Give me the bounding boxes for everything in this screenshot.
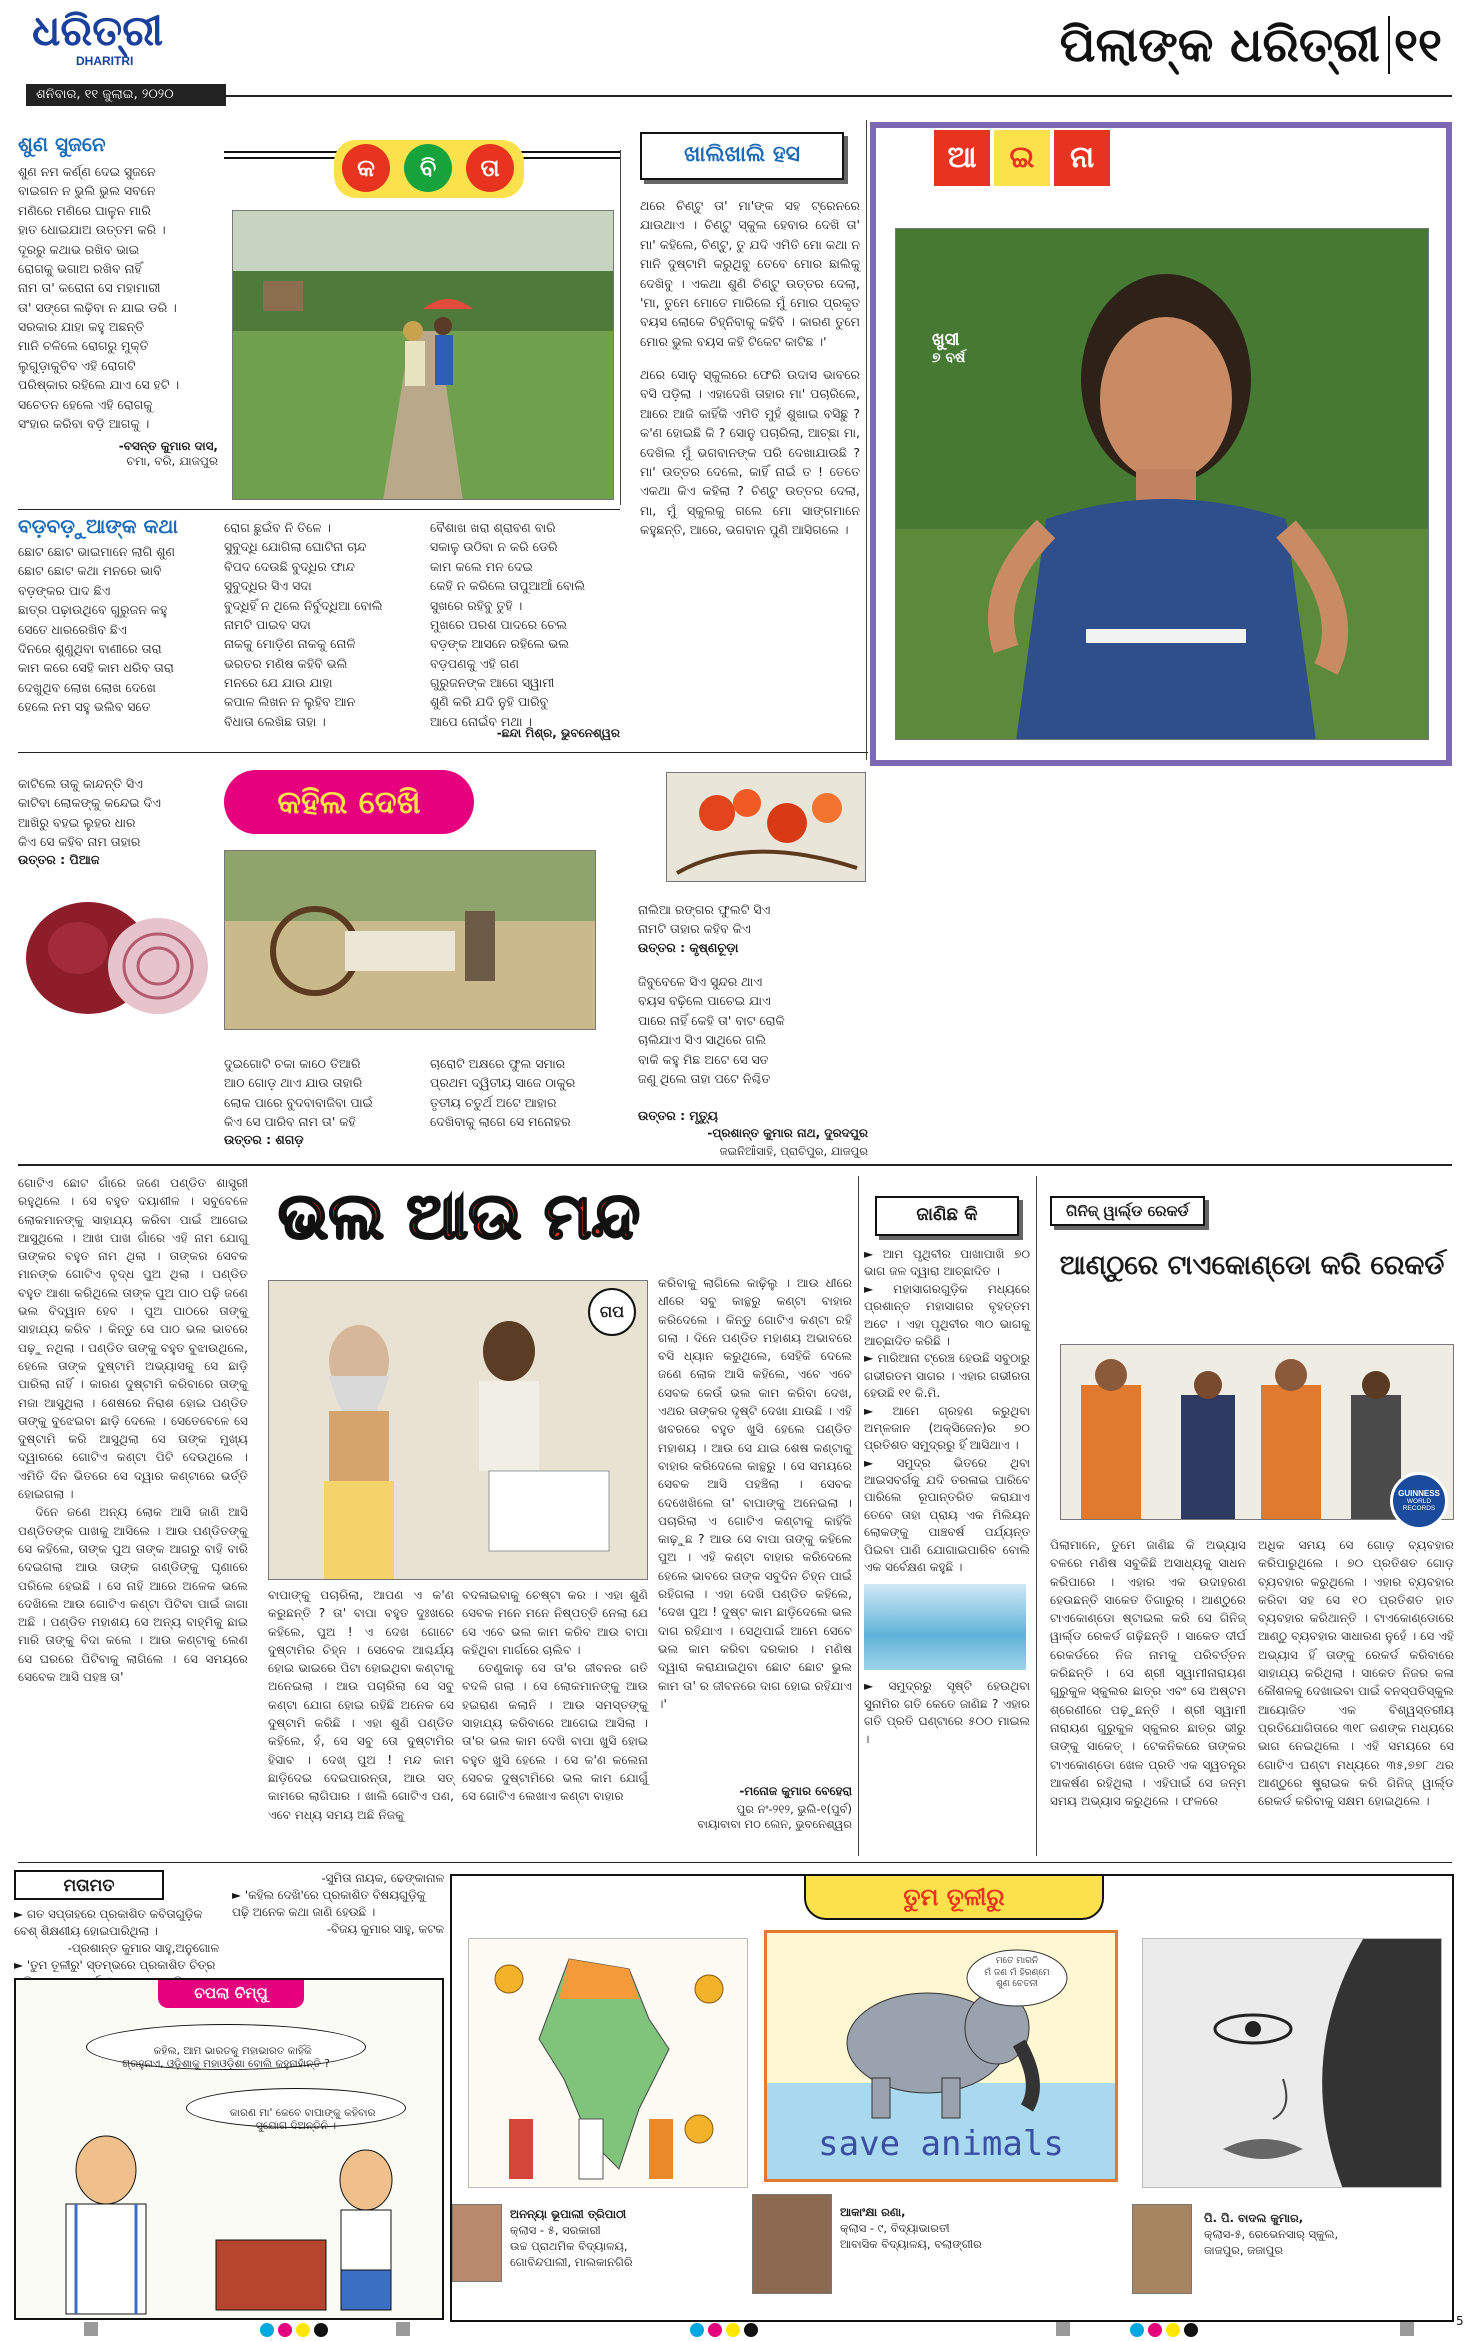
tuli-section (450, 1874, 1454, 2322)
khali-joke-2: ଥରେ ସୋନୁ ସ୍କୁଲରେ ଫେରି ଉଦାସ ଭାବରେ ବସି ପଡ଼ିଲା । ଏହାଦେଖି ତାହାର ମା' ପଚାରିଲେ, ଆରେ ଆଜି କାହିଁକି ଏମିତି ମୁହଁ ଶୁଖାଇ ବସିଛୁ ? କ'ଣ ହୋଇଛି କି ? ସୋନୁ ପଚାରିଲା, ଆଚ୍ଛା ମା, ଦେଖିଲ ମୁଁ ଭଗବାନଙ୍କ ପରି ଦେଖାଯାଉଛି ? ମା' ଉତ୍ତର ଦେଲେ, କାହିଁ ନାଇଁ ତ ! ତେତେ ଏକଥା କିଏ କହିଲା ? ଚିଣ୍ଟୁ ଉତ୍ତର ଦେଲା, ମା, ମୁଁ ସ୍କୁଲକୁ ଗଲେ ମୋ ସାଙ୍ଗମାନେ କହୁଛନ୍ତି, ଆରେ, ଭଗବାନ ପୁଣି ଆସିଗଲେ । (640, 367, 864, 537)
tuli-title (804, 1874, 1104, 1920)
dot-cyan-3 (1130, 2323, 1144, 2337)
artist-1-photo (452, 2204, 502, 2282)
artist-3-photo (1132, 2204, 1192, 2294)
janichha-section (864, 1196, 1034, 1856)
dot-yellow-3 (1166, 2323, 1180, 2337)
matamata-item-1: ► ଗତ ସପ୍ତାହରେ ପ୍ରକାଶିତ କବିତାଗୁଡ଼ିକ ବେଶ୍ ଶିକ୍ଷଣୀୟ ହୋଇପାରିଥିଲା । (14, 1907, 203, 1939)
dot-magenta-1 (278, 2323, 292, 2337)
aina-letter-1: ଆ (934, 130, 990, 186)
poem-1-author-place: ଚମା, ବରି, ଯାଜପୁର (126, 454, 218, 469)
story-col-2: ବାପାଙ୍କୁ ପଚାରିଲା, ଆପଣ ଏ କ'ଣ କରୁଛନ୍ତି ? ତା' ବାପା ବହୁତ ଦୁଃଖରେ କହିଲେ, ପୁଅ ! ଏ ଦେଖ ଗୋଟେ ଦୁଷ୍ଟାମିର ଚିହ୍ନ । ସେବେକ ଆଶ୍ଚର୍ଯ୍ୟ ହୋଇ ଭାଇରେ ପିଟା ହୋଇଥିବା କଣ୍ଟାକୁ ଅନେଇଲା । ଆଉ ପଚାରିଲା ସେ ସବୁ କଣ୍ଟା ଯୋଗ ହୋଇ ରହିଛି ଅନେକ ସେ ଦୁଷ୍ଟାମି କରିଛି । ଏହା ଶୁଣି ପଣ୍ଡିତ କହିଲେ, ହଁ, ସେ ସବୁ ତୋ ଦୁଷ୍ଟାମିର ହିସାବ । ଦେଖ୍ ପୁଅ ! ମନ୍ଦ କାମ ଛାଡ଼ିଦେଇ ଦେଇପାରନ୍ତା, ଆଉ ସତ୍ କାମରେ ଲାଗିପାର । ଖାଲି ଗୋଟିଏ ପଣ, ଏବେ ମଧ୍ୟ ସମୟ ଅଛି ନିଜକୁ (268, 1588, 458, 1822)
poem-2-col-1: ଛୋଟ ଛୋଟ ଭାଇମାନେ ଲାଗି ଶୁଣ ଛୋଟ ଛୋଟ କଥା ମନରେ ଭାବି ବଡ଼ଙ୍କର ପାଦ ଛିଏ ଛାତ୍ର ପଢ଼ାଉଥିବେ ଗୁରୁଜନ କହୁ ସେତେ ଧାରରେଖିବ ଛିଏ ଦିନରେ ଶୁଣୁଥିବା ବାଣୀରେ ତାରା କାମ କରେ ସେହି କାମ ଧରିବ ତାରା ଦେଖୁଥିବ ଲୋଖ ଲୋଖ ଦେଖେ ହେଲେ ନମ ସହୁ ଭଲିବ ସତେ (18, 544, 175, 714)
aina-age: ୭ ବର୍ଷ (932, 350, 966, 366)
flower-photo (666, 772, 866, 882)
story-right-rule (858, 1176, 859, 1856)
matamata-item-2-text: 'ତୁମ ତୂଳୀରୁ' ସ୍ତମ୍ଭରେ ପ୍ରକାଶିତ ଚିତ୍ର (26, 1958, 216, 1973)
story-heading: ଭଲ ଆଉ ମନ୍ଦ (278, 1180, 641, 1254)
poem-2 (18, 514, 620, 752)
riddle-1-text: କାଟିଲେ ତାକୁ କାନ୍ଦନ୍ତି ସିଏ କାଟିବା ଲୋକଙ୍କୁ କନ୍ଦେଇ ଦିଏ ଆଖିରୁ ବହଇ ଲୁହର ଧାର କିଏ ସେ କହିବ ନାମ ତାହାର (18, 776, 161, 850)
artist-2-detail: କ୍ଲାସ - ୯, ବିଦ୍ୟାଭାରତୀ ଆବାସିକ ବିଦ୍ୟାଳୟ, ବଲାଙ୍ଗୀର (840, 2221, 982, 2252)
poem-2-col-2: ରୋଗ ଛୁଇଁବ ନି ତିଳେ । ସୁବୁଦ୍ଧି ଯୋଗିଲା ଘୋଟିନା ଚାନ୍ଦ ବିପଦ ଦେଉଛି ବୁଦ୍ଧିର ଫାନ୍ଦ ସୁବୁଦ୍ଧିର ସିଏ ସଦା ବୁଦ୍ଧିହିଁ ନ ଥିଲେ ନିର୍ବୁଦ୍ଧିଆ ବୋଲି ନାମଟି ପାଇବ ସଦା ନାକକୁ ମୋଡ଼ିଣ ନାକକୁ ନୋଳି ଭରତର ମଣିଷ କହିବି ଭଲି ମନରେ ଯେ ଯାଉ ଯାହା କପାଳ ଲିଖନ ନ ଲୁହିବ ଆନ ବିଧାତା ଲେଖିଛ ତାହା । (224, 520, 383, 729)
janichha-item-6: ► ସମୁଦ୍ରରୁ ସୃଷ୍ଟି ହେଉଥିବା ସୁନାମିର ଗତି କେତେ ଜାଣିଛ ? ଏହାର ଗତି ପ୍ରତି ଘଣ୍ଟାରେ ୫୦୦ ମାଇଲ । (864, 1679, 1034, 1746)
matamata-heading-box (14, 1870, 164, 1900)
color-dots-2 (690, 2322, 770, 2338)
page-title-divider (1388, 16, 1390, 74)
kabita-photo (232, 210, 614, 500)
cartoon-title (158, 1978, 304, 2008)
dot-black-1 (314, 2323, 328, 2337)
tuli-heading: ତୁମ ତୂଳୀରୁ (903, 1883, 1005, 1911)
matamata-item-3-text: 'କହିଲ ଦେଖି'ରେ ପ୍ରକାଶିତ ବିଷୟଗୁଡ଼ିକୁ ପଢ଼ି ଅନେକ କଥା ଜାଣି ହେଉଛି । (232, 1888, 426, 1920)
khali-heading: ଖାଲିଖାଲି ହସ (683, 142, 801, 167)
janichha-item-4-text: ଆମେ ଗ୍ରହଣ କରୁଥିବା ଅମ୍ଳଜାନ (ଅକ୍ସିଜେନ)ର ୭୦ ପ୍ରତିଶତ ସମୁଦ୍ରରୁ ହିଁ ଆସିଥାଏ । (864, 1403, 1034, 1453)
artist-1-detail: କ୍ଲାସ - ୫, ସରକାରୀ ଉଚ୍ଚ ପ୍ରାଥମିକ ବିଦ୍ୟାଳୟ, ଗୋବିନ୍ଦପାଲୀ, ମାଲକାନଗିରି (510, 2223, 633, 2270)
janichha-item-5-text: ସମୁଦ୍ର ଭିତରେ ଥିବା ଆଇସବର୍ଗକୁ ଯଦି ତରଳାଇ ପାରିବେ ପାରିଲେ ରୂପାନ୍ତରିତ କରାଯାଏ ତେବେ ତାହା ପ୍ରାୟ ଏକ ମିଲିୟନ ଲୋକଙ୍କୁ ପାଞ୍ଚବର୍ଷ ପର୍ଯ୍ୟନ୍ତ ପିଇବା ପାଣି ଯୋଗାଇପାରିବ ବୋଲି ଏକ ସର୍ବେକ୍ଷଣ କହୁଛି । (864, 1455, 1034, 1575)
riddle-2-text: ନାଲିଆ ରଙ୍ଗର ଫୁଲଟି ସିଏ ନାମଟି ତାହାର କହିବ କିଏ (638, 902, 771, 937)
kabita-letter-2: ବି (404, 144, 452, 192)
janichha-heading: ଜାଣିଛ କି (916, 1204, 978, 1225)
janichha-item-4: ► ଆମେ ଗ୍ରହଣ କରୁଥିବା ଅମ୍ଳଜାନ (ଅକ୍ସିଜେନ)ର ୭୦ ପ୍ରତିଶତ ସମୁଦ୍ରରୁ ହିଁ ଆସିଥାଏ । (864, 1403, 1034, 1453)
guinness-tag-box (1050, 1196, 1205, 1226)
janichha-item-5: ► ସମୁଦ୍ର ଭିତରେ ଥିବା ଆଇସବର୍ଗକୁ ଯଦି ତରଳାଇ ପାରିବେ ପାରିଲେ ରୂପାନ୍ତରିତ କରାଯାଏ ତେବେ ତାହା ପ୍ରାୟ ଏକ ମିଲିୟନ ଲୋକଙ୍କୁ ପାଞ୍ଚବର୍ଷ ପର୍ଯ୍ୟନ୍ତ ପିଇବା ପାଣି ଯୋଗାଇପାରିବ ବୋଲି ଏକ ସର୍ବେକ୍ଷଣ କହୁଛି । (864, 1455, 1034, 1575)
grey-mark-2 (396, 2322, 410, 2336)
ocean-photo (864, 1584, 1026, 1670)
grey-mark-3 (1056, 2322, 1070, 2336)
upper-lower-divider (18, 1164, 1452, 1166)
matamata-item-3: ► 'କହିଲ ଦେଖି'ରେ ପ୍ରକାଶିତ ବିଷୟଗୁଡ଼ିକୁ ପଢ଼ି ଅନେକ କଥା ଜାଣି ହେଉଛି । (232, 1888, 426, 1920)
cartoon-bubble-1-text: କହିଲ, ଆମ ଭାରତକୁ ମହାଭାରତ କାହିଁକି ଗ୍ରହୁନାଏ, ଓଡ଼ିଶାକୁ ମହାଓଡ଼ିଶା ବୋଲି କହୁନାହାଁନ୍ତି ? (122, 2045, 330, 2070)
dot-black-2 (744, 2323, 758, 2337)
matamata-section (14, 1870, 444, 1980)
kabita-title (334, 140, 524, 198)
riddles-section (18, 760, 868, 1156)
guinness-col-2: ଅଧିକ ସମୟ ସେ ଗୋଡ଼ ବ୍ୟବହାର କରିପାରୁଥିଲେ । ୭୦ ପ୍ରତିଶତ ଗୋଡ଼ ବ୍ୟବହାର କରୁଥିଲେ । ଏହାର ବ୍ୟବହାର କରିବା ସହ ସେ ୧୦ ପ୍ରତିଶତ ହାତ ବ୍ୟବହାର କରିଥାନ୍ତି । ଟାଏକୋଣ୍ଡୋରେ ଆଣ୍ଠୁ ବ୍ୟବହାର ସାଧାରଣ ନୁହେଁ । ସେ ଏହି ଅଭ୍ୟାସ ହିଁ ତାଙ୍କୁ ରେକର୍ଡ କରିବାରେ ସାହାଯ୍ୟ କରିଥିଲା । ସାକେତ ନିଜର କଳା କୌଶଳକୁ ଦେଖାଇବା ପାଇଁ ବନସ୍ପତିସ୍କୁଲ ଆୟୋଜିତ ଏକ ବିଶ୍ୱସ୍ତରୀୟ ପ୍ରତିଯୋଗିତାରେ ୩୧୮ ଜଣଙ୍କ ମଧ୍ୟରେ ଭାଗ ନେଇଥିଲେ । ଏହି ସମୟରେ ସେ ଗୋଟିଏ ଘଣ୍ଟା ମଧ୍ୟରେ ୩୫,୭୭୮ ଥର ଆଣ୍ଠୁରେ ଷ୍ଟ୍ରାଇକ କରି ଗିନିଜ୍ ୱାର୍ଲ୍ଡ ରେକର୍ଡ କରିବାକୁ ସକ୍ଷମ ହୋଇଥିଲେ । (1258, 1538, 1458, 1809)
aina-photo (895, 228, 1429, 740)
guinness-headline: ଆଣ୍ଠୁରେ ଟାଏକୋଣ୍ଡୋ କରି ରେକର୍ଡ (1059, 1250, 1445, 1281)
date-bar (26, 84, 226, 106)
khali-right-rule (866, 120, 867, 760)
cartoon-section (14, 1978, 444, 2320)
mid-bottom-divider (18, 1862, 1452, 1863)
page-title-text: ପିଲାଙ୍କ ଧରିତ୍ରୀ (1059, 17, 1380, 73)
riddle-5-text: ଚାରୋଟି ଅକ୍ଷରେ ଫୁଲ ସମାର ପ୍ରଥମ ଦ୍ୱିତୀୟ ସାଜେ ଠାକୁର ତୃତୀୟ ଚତୁର୍ଥ ଅଟେ ଆହାର ଦେଖିବାକୁ ଲାଗେ ସେ ମନୋହର (430, 1056, 576, 1130)
artist-2-photo (752, 2194, 832, 2294)
poem-2-heading: ବଡ଼ବଡ଼ୁଆଙ୍କ କଥା (18, 514, 178, 538)
riddle-4-answer: ଉତ୍ତର : ଶଗଡ଼ (224, 1132, 304, 1147)
matamata-col-2 (232, 1870, 444, 1938)
register-marks (0, 2322, 1476, 2339)
guinness-seal (1390, 1472, 1448, 1530)
khali-joke-1: ଥରେ ଚିଣ୍ଟୁ ତା' ମା'ଙ୍କ ସହ ଟ୍ରେନରେ ଯାଉଥାଏ । ଚିଣ୍ଟୁ ସ୍କୁଲ ହେବାର ଦେଖି ତା' ମା' କହିଲେ, ଚିଣ୍ଟୁ, ତୁ ଯଦି ଏମିତି ମୋ କଥା ନ ମାନି ଦୁଷ୍ଟାମି କରୁଥିବୁ ତେବେ ମୋର ଛାଲିକୁ ଦେଖିବୁ । ଏକଥା ଶୁଣି ଚିଣ୍ଟୁ ଉତ୍ତର ଦେଲା, 'ମା, ତୁମେ ମୋତେ ମାରିଲେ ମୁଁ ମୋର ପ୍ରକୃତ ବୟସ ଲୋକେ ଚିହ୍ନିବାକୁ କହିବି । କାରଣ ତୁମେ ମୋର ଭୁଲ ବୟସ କହି ଟିକେଟ କାଟିଛ ।' (640, 198, 864, 349)
matamata-item-1-text: ଗତ ସପ୍ତାହରେ ପ୍ରକାଶିତ କବିତାଗୁଡ଼ିକ ବେଶ୍ ଶିକ୍ଷଣୀୟ ହୋଇପାରିଥିଲା । (14, 1907, 203, 1939)
guinness-tag: ଗିନିଜ୍ ୱାର୍ଲ୍ଡ ରେକର୍ଡ (1066, 1202, 1189, 1220)
page-title (1010, 10, 1380, 80)
poem-2-bottom-rule (18, 752, 868, 753)
logo-subtext: DHARITRI (76, 54, 134, 68)
khali-heading-box (640, 132, 844, 180)
page-number: ୧୧ (1394, 18, 1442, 72)
logo (32, 8, 222, 70)
matamata-item-1-author: -ପ୍ରଶାନ୍ତ କୁମାର ସାହୁ,ଅନୁଗୋଳ (67, 1941, 219, 1956)
artist-3-name: ପି. ପି. ବାଦଲ କୁମାର, (1204, 2211, 1304, 2225)
janichha-item-2: ► ମହାସାଗରଗୁଡ଼ିକ ମଧ୍ୟରେ ପ୍ରଶାନ୍ତ ମହାସାଗର ବୃହତ୍ତମ ଅଟେ । ଏହା ପୃଥିବୀର ୩୦ ଭାଗକୁ ଆଚ୍ଛାଦିତ କରିଛି । (864, 1281, 1034, 1348)
aina-letter-2: ଇ (994, 130, 1050, 186)
story-author: -ମନୋଜ କୁମାର ବେହେରା (739, 1784, 852, 1798)
cartoon-heading: ଚପଲା ଚିମ୍ପୁ (194, 1984, 268, 2002)
kabita-right-rule (620, 150, 621, 505)
dot-yellow-2 (726, 2323, 740, 2337)
aina-caption (932, 330, 1022, 380)
masthead-rule (226, 95, 1452, 97)
poem-2-col-3: ବୈଶାଖ ଖରା ଶ୍ରାବଣ ବାରି ସକାଳୁ ଉଠିବା ନ କରି ଡେରି କାମ କଲେ ମନ ଦେଇ କେହି ନ କରିଲେ ତାପୁଆଆଁ ବୋଲି ସୁଖରେ ରହିବୁ ତୁହି । ମୁଖରେ ପରଶ ପାଦରେ ଚେଲ ବଡ଼ଙ୍କ ଆସନେ ରହିଲେ ଭଲ ବଡ଼ପଣକୁ ଏହି ଗଣ ଗୁରୁଜନଙ୍କ ଆଗେ ସ୍ୱାମୀ ଶୁଣି କରି ଯଦି ନୁହି ପାରିବୁ ଆପେ ନୋଇଁବ ମଥା । (430, 520, 586, 729)
story-section (18, 1170, 856, 1860)
masthead (0, 0, 1476, 108)
matamata-item-2: ► 'ତୁମ ତୂଳୀରୁ' ସ୍ତମ୍ଭରେ ପ୍ରକାଶିତ ଚିତ୍ର (14, 1957, 219, 1991)
artist-3 (1204, 2210, 1444, 2258)
janichha-item-6-text: ସମୁଦ୍ରରୁ ସୃଷ୍ଟି ହେଉଥିବା ସୁନାମିର ଗତି କେତେ ଜାଣିଛ ? ଏହାର ଗତି ପ୍ରତି ଘଣ୍ଟାରେ ୫୦୦ ମାଇଲ । (864, 1679, 1034, 1746)
riddles-heading: କହିଲ ଦେଖି (277, 783, 421, 821)
story-col-4: କରିବାକୁ ଲାଗିଲେ କାଢ଼ିଲୁ । ଆଉ ଧୀରେ ଧୀରେ ସବୁ କାନ୍ଥରୁ କଣ୍ଟା ବାହାର କରିଦେଲେ । କିନ୍ତୁ ଗୋଟିଏ କଣ୍ଟା ରହି ଗଲା । ଦିନେ ପଣ୍ଡିତ ମହାଶୟ ଅଭାବରେ ବସି ଧ୍ୟାନ କରୁଥିଲେ, ସେହିକି ଦେଲେ ଜଣେ ଲୋକ ଆସି କହିଲେ, ଏବେ ଏବେ ସେବକ କେଉଁ ଭଲ କାମ କରିବା ଦେଖ, ଏଥର ତାଙ୍କର ଦୃଷ୍ଟି ଦେଖା ଯାଉଛି । ଏହି ଖବରରେ ବହୁତ ଖୁସି ହେଲେ ପଣ୍ଡିତ ମହାଶୟ । ଆଉ ସେ ଯାଇ ଶେଷ କଣ୍ଟାକୁ ବାହାର କରିଦେଲେ କାନ୍ଥରୁ । ସେ ସମୟରେ ସେବକ ଆସି ପହଞ୍ଚିଲା । ସେବକ ଦେଖେଖିଲେ ତା' ବାପାଙ୍କୁ ଅନେଇଲା । ପଚାରିଲା ଏ ଗୋଟିଏ କଣ୍ଟାକୁ କାହିଁକି କାଢ଼ୁଛ ? ଆଉ ସେ ବାପା ତାଙ୍କୁ କହିଲେ ପୁଅ । ଏହି କଣ୍ଟା ବାହାର କରିଦେଲେ ହେଲେ ଭାବରେ ତାଙ୍କ ସବୁଦିନ ଚିହ୍ନ ପାଇଁ ରହିଗଲା । ଏହା ଦେଖି ପଣ୍ଡିତ କହିଲେ, 'ଦେଖ ପୁଅ ! ଦୁଷ୍ଟ କାମ ଛାଡ଼ିଦେଲେ ଭଲ ଦାଗ ରହିଯାଏ । ସେଥିପାଇଁ ଆମେ ସେବେ ଭଲ କାମ କରିବା ଦରକାର । ମଣିଷ ଦ୍ୱାରା କରାଯାଇଥିବା ଛୋଟ ଛୋଟ ଭୁଲ କାମ ତା' ର ଜୀବନରେ ଦାଗ ହୋଇ ରହିଯାଏ ।' (658, 1276, 856, 1711)
janichha-item-3-text: ମାରିଆନା ଟ୍ରେଞ୍ଚ ହେଉଛି ସବୁଠାରୁ ଗଭୀରତମ ସାଗର । ଏହାର ଗଭୀରତା ହେଉଛି ୧୧ କି.ମି. (864, 1351, 1034, 1401)
drawing-2-bubble: ମତେ ମାରନି ମଁ ଜଣ ମଁ ହିରଣ୍ମେ ଶୁଣ ଚେତନୀ (984, 1956, 1050, 1990)
janichha-heading-box (875, 1196, 1019, 1236)
artist-2-name: ଆକାଂକ୍ଷା ରଣା, (840, 2205, 906, 2219)
kabita-letter-3: ତା (466, 144, 514, 192)
riddle-3-answer: ଉତ୍ତର : ମୃତ୍ୟୁ (638, 1108, 718, 1123)
poem-2-top-rule (18, 509, 620, 510)
riddles-author: -ପ୍ରଶାନ୍ତ କୁମାର ନାଥ, ଦୁରଦପୁର (707, 1126, 868, 1140)
janichha-item-1: ► ଆମ ପୃଥିବୀର ପାଖାପାଖି ୭୦ ଭାଗ ଜଳ ଦ୍ୱାରା ଆଚ୍ଛାଦିତ । (864, 1247, 1034, 1279)
kabita-banner (224, 140, 620, 200)
dot-cyan-1 (260, 2323, 274, 2337)
matamata-item-2-author: -ସୁମିତା ନାୟକ, ଢେଙ୍କାନାଳ (321, 1871, 444, 1885)
janichha-item-1-text: ଆମ ପୃଥିବୀର ପାଖାପାଖି ୭୦ ଭାଗ ଜଳ ଦ୍ୱାରା ଆଚ୍ଛାଦିତ । (864, 1247, 1034, 1279)
color-dots-3 (1130, 2322, 1210, 2338)
artist-1 (510, 2206, 730, 2270)
riddles-author-place: ଜଇନିଆଁସାହି, ପ୍ରାଚିପୁର, ଯାଜପୁର (719, 1144, 868, 1158)
riddle-3-text: ଜିବୁବେଳେ ସିଏ ସୁନ୍ଦର ଥାଏ ବୟସ ବଢ଼ିଲେ ପାଚେଇ ଯାଏ ପାରେ ନାହିଁ କେହି ତା' ବାଟ ରୋକି ଚାଲିଯାଏ ସିଏ ସାଥିରେ ଗଲି ବାକି କହୁ ମିଛ ଅଟେ ସେ ସତ ଜଣୁ ଥିଲେ ତାହା ପଟେ ନିଶ୍ଚିତ (638, 974, 785, 1086)
guinness-seal-bottom: WORLD RECORDS (1402, 1498, 1436, 1512)
drawing-2-text: save animals (818, 2124, 1064, 2164)
date-line: ଶନିବାର, ୧୧ ଜୁଲାଇ, ୨୦୨୦ (36, 87, 174, 102)
poem-1-heading: ଶୁଣ ସୁଜନେ (18, 132, 106, 156)
color-dots-1 (260, 2322, 340, 2338)
onion-image (18, 878, 218, 1018)
dot-yellow-1 (296, 2323, 310, 2337)
aina-name: ଖୁସୀ (932, 330, 960, 350)
story-col-3: ବଦଳାଇବାକୁ ଚେଷ୍ଟା କର । ଏହା ଶୁଣି ସେବକ ମନେ ମନେ ନିଷ୍ପତ୍ତି ନେଲା ଯେ ସେ ଏବେ ଭଲ କାମ କରିବ ଆଉ ବାପା କହିଥିବା ମାର୍ଗରେ ଚାଲିବ । ତେଣୁକାଳୁ ସେ ତା'ର ଜୀବନର ଗତି ବଦଳି ଗଲା । ସେ ଲୋକମାନଙ୍କୁ ଆଉ ହଇରାଣ କଲାନି । ଆଉ ସମସ୍ତଙ୍କୁ ସାହାଯ୍ୟ କରିବାରେ ଆଗେଇ ଆସିଲା । ତା'ର ଭଲ କାମ ଦେଖି ବାପା ଖୁସି ହୋଇ ବହୁତ ଖୁସି ହେଲେ । ସେ କ'ଣ କଲେନା ସେବକ ଦୁଷ୍ଟାମିରେ ଭଲ କାମ ଯୋଗୁଁ ସେ ଗୋଟିଏ ଲେଖାଏ କଣ୍ଟା ବାହାର (462, 1588, 649, 1804)
poem-1-body: ଶୁଣ ନମ କର୍ଣ୍ଣ ଦେଇ ସୁଜନେ ବାଇଗନ ନ ଭୁଲି ଭୁଲ ସବନେ ମଣିରେ ମଣିରେ ଘାଳୁନ ମାରି ହାତ ଧୋଇଯାଅ ଉତ୍ତମ କରି । ଦୂରରୁ କଥାଭ ରଖିବ ଭାଇ ରୋଗକୁ ଭଗାଅ ରଖିବ ନାହିଁ ନାମ ତା' କରୋନା ସେ ମହାମାରୀ ତା' ସଙ୍ଗେ ଲଢ଼ିବା ନ ଯାଇ ଡରି । ସରକାର ଯାହା କହୁ ଅଛନ୍ତି ମାନି ଚଳିଲେ ରୋଗରୁ ମୁକ୍ତି ଲୁଗୁଡ଼ାକୁଚିବ ଏହି ରୋଗଟି ପରିଷ୍କାର ରହିଲେ ଯାଏ ସେ ହଟି । ସଚେତନ ହେଲେ ଏହି ରୋଗକୁ ସଂହାର କରିବା ବଡ଼ି ଆଗକୁ । (18, 164, 180, 431)
cartoon-bubble-2-text: କାରଣ ମା' କେବେ ବାପାଙ୍କୁ କହିବାର ସୁଯୋଗ ଦିଅନ୍ତିନି । (229, 2107, 376, 2132)
dot-magenta-2 (708, 2323, 722, 2337)
dot-cyan-2 (690, 2323, 704, 2337)
guinness-seal-top: GUINNESS (1398, 1489, 1440, 1498)
riddles-title (224, 770, 474, 834)
guinness-col-1: ପିଲାମାନେ, ତୁମେ ଜାଣିଛ କି ଅଭ୍ୟାସ ବଳରେ ମଣିଷ ସବୁକିଛି ଅସାଧ୍ୟକୁ ସାଧନ କରିପାରେ । ଏହାର ଏକ ଉଦାହରଣ ହେଉଛନ୍ତି ସାକେତ ତିଗାରୁର୍ । ଆଣ୍ଠୁରେ ଟାଏକୋଣ୍ଡୋ ଷ୍ଟାଇଲ କରି ସେ ଗିନିଜ୍ ୱାର୍ଲ୍ଡ ରେକର୍ଡ ଗଢ଼ିଛନ୍ତି । ସାକେତ ଦୀର୍ଘ ରେକର୍ଡରେ ନିଜ ନାମକୁ ପରିବର୍ତ୍ତନ କରିଛନ୍ତି । ସେ ଶ୍ରୀ ସ୍ୱାମୀନାରାୟଣ ଗୁରୁକୁଳ ସ୍କୁଲର ଛାତ୍ର ଏବଂ ସେ ଅଷ୍ଟମ ଶ୍ରେଣୀରେ ପଢ଼ୁଛନ୍ତି । ଶ୍ରୀ ସ୍ୱାମୀ ନାରାୟଣ ଗୁରୁକୁଳ ସ୍କୁଲର ଛାତ୍ର ଭୀରୁ ତାଙ୍କୁ ସାକେତ୍ । ଟେକନିକରେ ତାଙ୍କର ଟାଏକୋଣ୍ଡୋ ଖେଳ ପ୍ରତି ଏକ ସ୍ୱତନ୍ତ୍ର ଆକର୍ଷଣ ରହିଥିଲା । ଏହିପାଇଁ ସେ ଜନ୍ମ ସମୟ ଅଭ୍ୟାସ କରୁଥିଲେ । ଫଳରେ (1050, 1538, 1250, 1809)
page-number-small: 5 (1456, 2314, 1464, 2328)
riddle-2-answer: ଉତ୍ତର : କୃଷ୍ଣଚୂଡ଼ା (638, 940, 739, 955)
artist-3-detail: କ୍ଲାସ-୫, ରେଭେନସାର୍ ସ୍କୁଲ, ଜାଜପୁର, ଜଜାପୁର (1204, 2227, 1339, 2258)
janichha-right-rule (1036, 1176, 1037, 1856)
guinness-section (1050, 1196, 1458, 1856)
matamata-heading: ମତାମତ (63, 1876, 115, 1896)
khali-section (640, 132, 864, 750)
aina-title (934, 128, 1114, 190)
logo-text: ଧରିତ୍ରୀ (32, 6, 164, 55)
artist-1-name: ଅନନ୍ୟା ଭୂପାଲୀ ତ୍ରିପାଠୀ (510, 2207, 627, 2221)
janichha-item-2-text: ମହାସାଗରଗୁଡ଼ିକ ମଧ୍ୟରେ ପ୍ରଶାନ୍ତ ମହାସାଗର ବୃହତ୍ତମ ଅଟେ । ଏହା ପୃଥିବୀର ୩୦ ଭାଗକୁ ଆଚ୍ଛାଦିତ କରିଛି । (864, 1281, 1034, 1348)
riddle-1-answer: ଉତ୍ତର : ପିଆଜ (18, 852, 100, 867)
poem-2-author: -ଛନ୍ଦା ମିଶ୍ର, ଭୁବନେଶ୍ୱର (496, 726, 620, 740)
dot-magenta-3 (1148, 2323, 1162, 2337)
story-tag: ଗପ (588, 1288, 636, 1336)
bullock-cart-photo (224, 850, 596, 1030)
drawing-3 (1142, 1938, 1442, 2188)
cartoon-drawing (16, 2120, 444, 2320)
story-author-place: ପୁର ନଂ-୨୧୨, ଭୁଲି-୧(ପୁର୍ବ) ବାୟାବାବା ମଠ ଲେନ, ଭୁବନେଶ୍ୱର (697, 1802, 852, 1831)
matamata-item-3-author: -ବିଜୟ କୁମାର ସାହୁ, କଟକ (326, 1922, 444, 1937)
grey-mark-4 (1400, 2322, 1414, 2336)
riddle-4-text: ଦୁଇଗୋଟି ଚକା କାଠେ ତିଆରି ଆଠ ଗୋଡ଼ ଥାଏ ଯାଉ ତାହାରି ଲୋକ ପାରେ ବୁଦବାବାଜିବା ପାଇଁ କିଏ ସେ ପାରିବ ନାମ ତା' କହି (224, 1056, 373, 1130)
artist-2 (840, 2204, 1100, 2252)
janichha-item-3: ► ମାରିଆନା ଟ୍ରେଞ୍ଚ ହେଉଛି ସବୁଠାରୁ ଗଭୀରତମ ସାଗର । ଏହାର ଗଭୀରତା ହେଉଛି ୧୧ କି.ମି. (864, 1351, 1034, 1401)
poem-1 (18, 132, 218, 502)
kabita-letter-1: କ (342, 144, 390, 192)
dot-black-3 (1184, 2323, 1198, 2337)
aina-letter-3: ନା (1054, 130, 1110, 186)
poem-1-author: -ବସନ୍ତ କୁମାର ଦାସ, (118, 439, 218, 454)
grey-mark-1 (84, 2322, 98, 2336)
story-col-1: ଗୋଟିଏ ଛୋଟ ଗାଁରେ ଜଣେ ପଣ୍ଡିତ ଶାସ୍ତ୍ରୀ ରହୁଥିଲେ । ସେ ବହୁତ ଦୟାଶୀଳ । ସବୁବେଳେ ଲୋକମାନଙ୍କୁ ସାହାଯ୍ୟ କରିବା ପାଇଁ ଆଗେଇ ଆସୁଥିଲେ । ଆଖ ପାଖ ଗାଁରେ ଏହି ନାମ ଯୋଗୁ ତାଙ୍କର ବହୁତ ନାମ ଥିଲା । ତାଙ୍କର ସେବକ ମାନଙ୍କ ଗୋଟିଏ ବୃଦ୍ଧ ପୁଅ ଥିଲା । ପଣ୍ଡିତ ବହୁତ ଆଶା କରିଥିଲେ ତାଙ୍କ ପୁଅ ପାଠ ପଢ଼ି ଜଣେ ଭଲ ବିଦ୍ୱାନ ହେବ । ପୁଅ ପାଠରେ ତାଙ୍କୁ ସାହାଯ୍ୟ କରିବ । କିନ୍ତୁ ସେ ପାଠ ଭଲ ଭାବରେ ପଢ଼ୁ ନଥିଲା । ପଣ୍ଡିତ ତାଙ୍କୁ ବହୁତ ବୁଝାଉଥିଲେ, ହେଲେ ତାଙ୍କ ଦୁଷ୍ଟାମି ଅଭ୍ୟାସକୁ ସେ ଛାଡ଼ି ପାରିଲା ନାହିଁ । କାରଣ ଦୁଷ୍ଟାମି କରିବାରେ ତାଙ୍କୁ ମଜା ଆସୁଥିଲା । ଶେଷରେ ନିରାଶ ହୋଇ ପଣ୍ଡିତ ତାଙ୍କୁ ବୁଝେଇବା ଛାଡ଼ି ଦେଲେ । ସେତେବେଳେ ସେ ଦୁଷ୍ଟାମି କରି ଆସୁଥିଲା ସେ ତାଙ୍କ ମୁଖ୍ୟ ଦ୍ୱାରରେ ଗୋଟିଏ କଣ୍ଟା ପିଟି ଦେଉଥିଲେ । ଏମିତି ଦିନ ଭିତରେ ସେ ଦ୍ୱାର କଣ୍ଟାରେ ଭର୍ତ୍ତି ହୋଇଗଲା । ଦିନେ ଜଣେ ଅନ୍ୟ ଲୋକ ଆସି ଜାଣି ଆସି ପଣ୍ଡିତଙ୍କ ପାଖକୁ ଆସିଲେ । ଆଉ ପଣ୍ଡିତଙ୍କୁ ସେ କହିଲେ, ତାଙ୍କ ପୁଅ ତାଙ୍କ ଆଗରୁ ବାହି ବାରି ଦେଇଗଲା ଆଉ ତାଙ୍କ ଗଣ୍ଡିଙ୍କୁ ଘୃଣାରେ ପରିଲେ ହେଇଛି । ସେ ନାହି ଆରେ ଅଳେକ ଭଲେ ଦେଖିଲେ ଆଉ ଗୋଟିଏ କଣ୍ଟା ପିଟିବା ପାଇଁ ଜାଗା ଅଛି । ପଣ୍ଡିତ ମହାଶୟ ସେ ଅନ୍ୟ ବାହ୍ମିକୁ ଛାଇ ମାରି ତାଙ୍କୁ ବିଦା କଲେ । ଆଉ କଣ୍ଟାକୁ ଲେଣ ସେ ଘରରେ ପିଟିବାକୁ ଲାଗିଲେ । ସେ ସମୟରେ ସେବେକ ଆସି ପହଞ୍ଚ ତା' (18, 1176, 249, 1685)
cartoon-bubble-1 (86, 2024, 366, 2070)
drawing-1 (468, 1938, 748, 2188)
